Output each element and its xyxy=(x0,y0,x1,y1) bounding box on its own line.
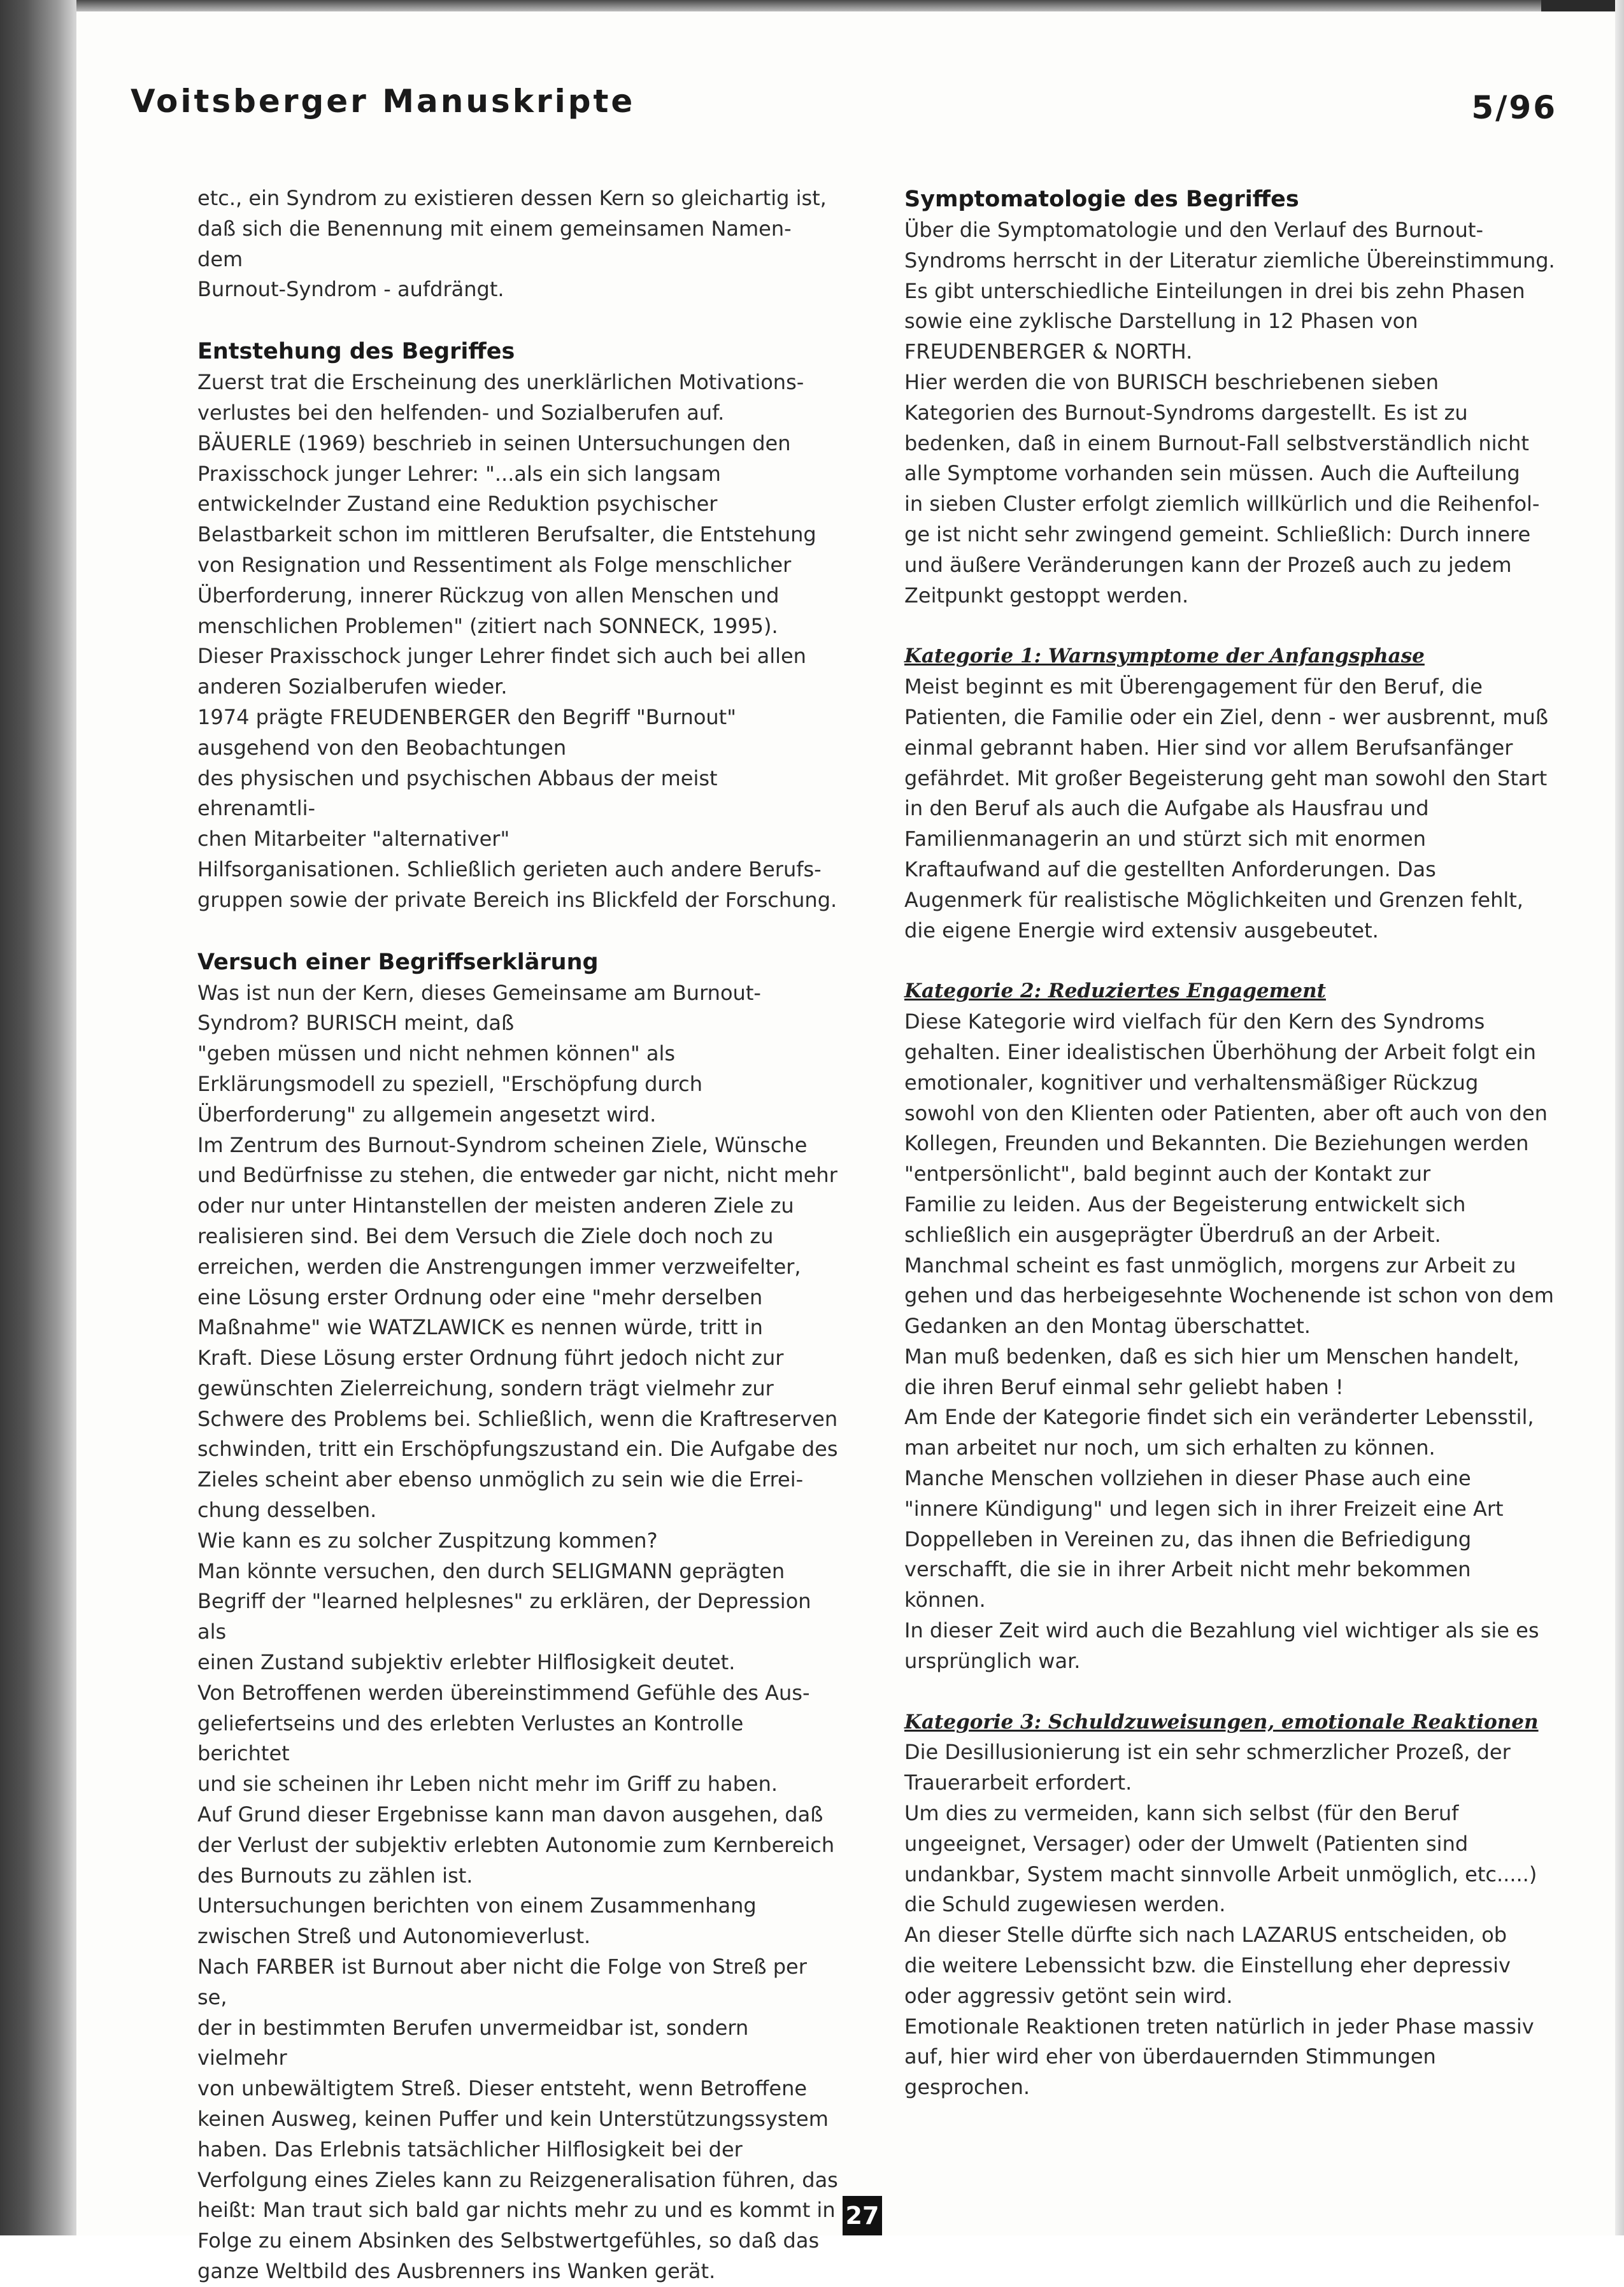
right-column xyxy=(904,183,1560,2103)
scanner-top-shadow xyxy=(76,0,1624,11)
left-column xyxy=(197,183,841,2287)
category-3-text: Die Desillusionierung ist ein sehr schmerzlicher Prozeß, der Trauerarbeit erfordert. Um dies zu vermeiden, kann sich selbst (für den Beruf ungeeignet, Versager) oder der Umwelt (Patienten sind undankbar, System macht sinnvolle Arbeit unmöglich, etc.....) die Schuld zugewiesen werden. An dieser Stelle dürfte sich nach LAZARUS entscheiden, ob die weitere Lebenssicht bzw. die Einstellung eher depressiv oder aggressiv getönt sein wird. Emotionale Reaktionen treten natürlich in jeder Phase massiv auf, hier wird eher von überdauernden Stimmungen gesprochen. xyxy=(904,1740,1537,2100)
category-1-text: Meist beginnt es mit Überengagement für den Beruf, die Patienten, die Familie oder ein Ziel, denn - wer ausbrennt, muß einmal gebrannt haben. Hier sind vor allem Berufsanfänger gefährdet. Mit großer Begeisterung geht man sowohl den Start in den Beruf als auch die Aufgabe als Hausfrau und Familienmanagerin an und stürzt sich mit enormen Kraftaufwand auf die gestellten Anforderungen. Das Augenmerk für realistische Möglichkeiten und Grenzen fehlt, die eigene Energie wird extensiv ausgebeutet. xyxy=(904,674,1548,943)
scanner-right-edge xyxy=(1615,0,1624,2235)
page-number-badge: 27 xyxy=(843,2196,882,2235)
section-heading-symptoms: Symptomatologie des Begriffes xyxy=(904,187,1299,212)
section-heading-origin: Entstehung des Begriffes xyxy=(197,339,515,365)
section-heading-definition: Versuch einer Begriffserklärung xyxy=(197,949,599,975)
section-text-definition: Was ist nun der Kern, dieses Gemeinsame am Burnout- Syndrom? BURISCH meint, daß "geben müssen und nicht nehmen können" als Erklärungsmodell zu speziell, "Erschöpfung durch Überforderung" zu allgemein angesetzt wird. Im Zentrum des Burnout-Syndrom scheinen Ziele, Wünsche und Bedürfnisse zu stehen, die entweder gar nicht, nicht mehr oder nur unter Hintanstellen der meisten anderen Ziele zu realisieren sind. Bei dem Versuch die Ziele doch noch zu erreichen, werden die Anstrengungen immer verzweifelter, eine Lösung erster Ordnung oder eine "mehr derselben Maßnahme" wie WATZLAWICK es nennen würde, tritt in Kraft. Diese Lösung erster Ordnung führt jedoch nicht zur gewünschten Zielerreichung, sondern trägt vielmehr zur Schwere des Problems bei. Schließlich, wenn die Kraftreserven schwinden, tritt ein Erschöpfungszustand ein. Die Aufgabe des Zieles scheint aber ebenso unmöglich zu sein wie die Errei- chung desselben. Wie kann es zu solcher Zuspitzung kommen? Man könnte versuchen, den durch SELIGMANN geprägten Begriff der "learned helplesnes" zu erklären, der Depression als einen Zustand subjektiv erlebter Hilflosigkeit deutet. Von Betroffenen werden übereinstimmend Gefühle des Aus- geliefertseins und des erlebten Verlustes an Kontrolle berichtet und sie scheinen ihr Leben nicht mehr im Griff zu haben. Auf Grund dieser Ergebnisse kann man davon ausgehen, daß der Verlust der subjektiv erlebten Autonomie zum Kernbereich des Burnouts zu zählen ist. Untersuchungen berichten von einem Zusammenhang zwischen Streß und Autonomieverlust. Nach FARBER ist Burnout aber nicht die Folge von Streß per se, der in bestimmten Berufen unvermeidbar ist, sondern vielmehr von unbewältigtem Streß. Dieser entsteht, wenn Betroffene keinen Ausweg, keinen Puffer und kein Unterstützungssystem haben. Das Erlebnis tatsächlicher Hilflosigkeit bei der Verfolgung eines Zieles kann zu Reizgeneralisation führen, das heißt: Man traut sich bald gar nichts mehr zu und es kommt in Folge zu einem Absinken des Selbstwertgefühles, so daß das ganze Weltbild des Ausbrenners ins Wanken gerät. xyxy=(197,980,838,2283)
issue-number: 5/96 xyxy=(1471,89,1557,126)
category-3-heading: Kategorie 3: Schuldzuweisungen, emotionale Reaktionen xyxy=(904,1710,1539,1734)
section-text-origin: Zuerst trat die Erscheinung des unerklärlichen Motivations- verlustes bei den helfenden- und Sozialberufen auf. BÄUERLE (1969) beschrieb in seinen Untersuchungen den Praxisschock junger Lehrer: "...als ein sich langsam entwickelnder Zustand eine Reduktion psychischer Belastbarkeit schon im mittleren Berufsalter, die Entstehung von Resignation und Ressentiment als Folge menschlicher Überforderung, innerer Rückzug von allen Menschen und menschlichen Problemen" (zitiert nach SONNECK, 1995). Dieser Praxisschock junger Lehrer findet sich auch bei allen anderen Sozialberufen wieder. 1974 prägte FREUDENBERGER den Begriff "Burnout" ausgehend von den Beobachtungen des physischen und psychischen Abbaus der meist ehrenamtli- chen Mitarbeiter "alternativer" Hilfsorganisationen. Schließlich gerieten auch andere Berufs- gruppen sowie der private Bereich ins Blickfeld der Forschung. xyxy=(197,370,837,912)
category-2-heading: Kategorie 2: Reduziertes Engagement xyxy=(904,980,1326,1003)
category-2-text: Diese Kategorie wird vielfach für den Kern des Syndroms gehalten. Einer idealistischen Überhöhung der Arbeit folgt ein emotionaler, kognitiver und verhaltensmäßiger Rückzug sowohl von den Klienten oder Patienten, aber oft auch von den Kollegen, Freunden und Bekannten. Die Beziehungen werden "entpersönlicht", bald beginnt auch der Kontakt zur Familie zu leiden. Aus der Begeisterung entwickelt sich schließlich ein ausgeprägter Überdruß an der Arbeit. Manchmal scheint es fast unmöglich, morgens zur Arbeit zu gehen und das herbeigesehnte Wochenende ist schon von dem Gedanken an den Montag überschattet. Man muß bedenken, daß es sich hier um Menschen handelt, die ihren Beruf einmal sehr geliebt haben ! Am Ende der Kategorie findet sich ein veränderter Lebensstil, man arbeitet nur noch, um sich erhalten zu können. Manche Menschen vollziehen in dieser Phase auch eine "innere Kündigung" und legen sich in ihrer Freizeit eine Art Doppelleben in Vereinen zu, das ihnen die Befriedigung verschafft, die sie in ihrer Arbeit nicht mehr bekommen können. In dieser Zeit wird auch die Bezahlung viel wichtiger als sie es ursprünglich war. xyxy=(904,1009,1554,1673)
category-1-heading: Kategorie 1: Warnsymptome der Anfangsphase xyxy=(904,645,1425,668)
scanner-left-shadow xyxy=(0,0,76,2235)
intro-paragraph: etc., ein Syndrom zu existieren dessen Kern so gleichartig ist, daß sich die Benennung mit einem gemeinsamen Namen- dem Burnout-Syndrom - aufdrängt. xyxy=(197,186,827,302)
journal-title: Voitsberger Manuskripte xyxy=(131,83,636,120)
section-text-symptoms: Über die Symptomatologie und den Verlauf des Burnout- Syndroms herrscht in der Literatur ziemliche Übereinstimmung. Es gibt unterschiedliche Einteilungen in drei bis zehn Phasen sowie eine zyklische Darstellung in 12 Phasen von FREUDENBERGER & NORTH. Hier werden die von BURISCH beschriebenen sieben Kategorien des Burnout-Syndroms dargestellt. Es ist zu bedenken, daß in einem Burnout-Fall selbstverständlich nicht alle Symptome vorhanden sein müssen. Auch die Aufteilung in sieben Cluster erfolgt ziemlich willkürlich und die Reihenfol- ge ist nicht sehr zwingend gemeint. Schließlich: Durch innere und äußere Veränderungen kann der Prozeß auch zu jedem Zeitpunkt gestoppt werden. xyxy=(904,218,1555,608)
